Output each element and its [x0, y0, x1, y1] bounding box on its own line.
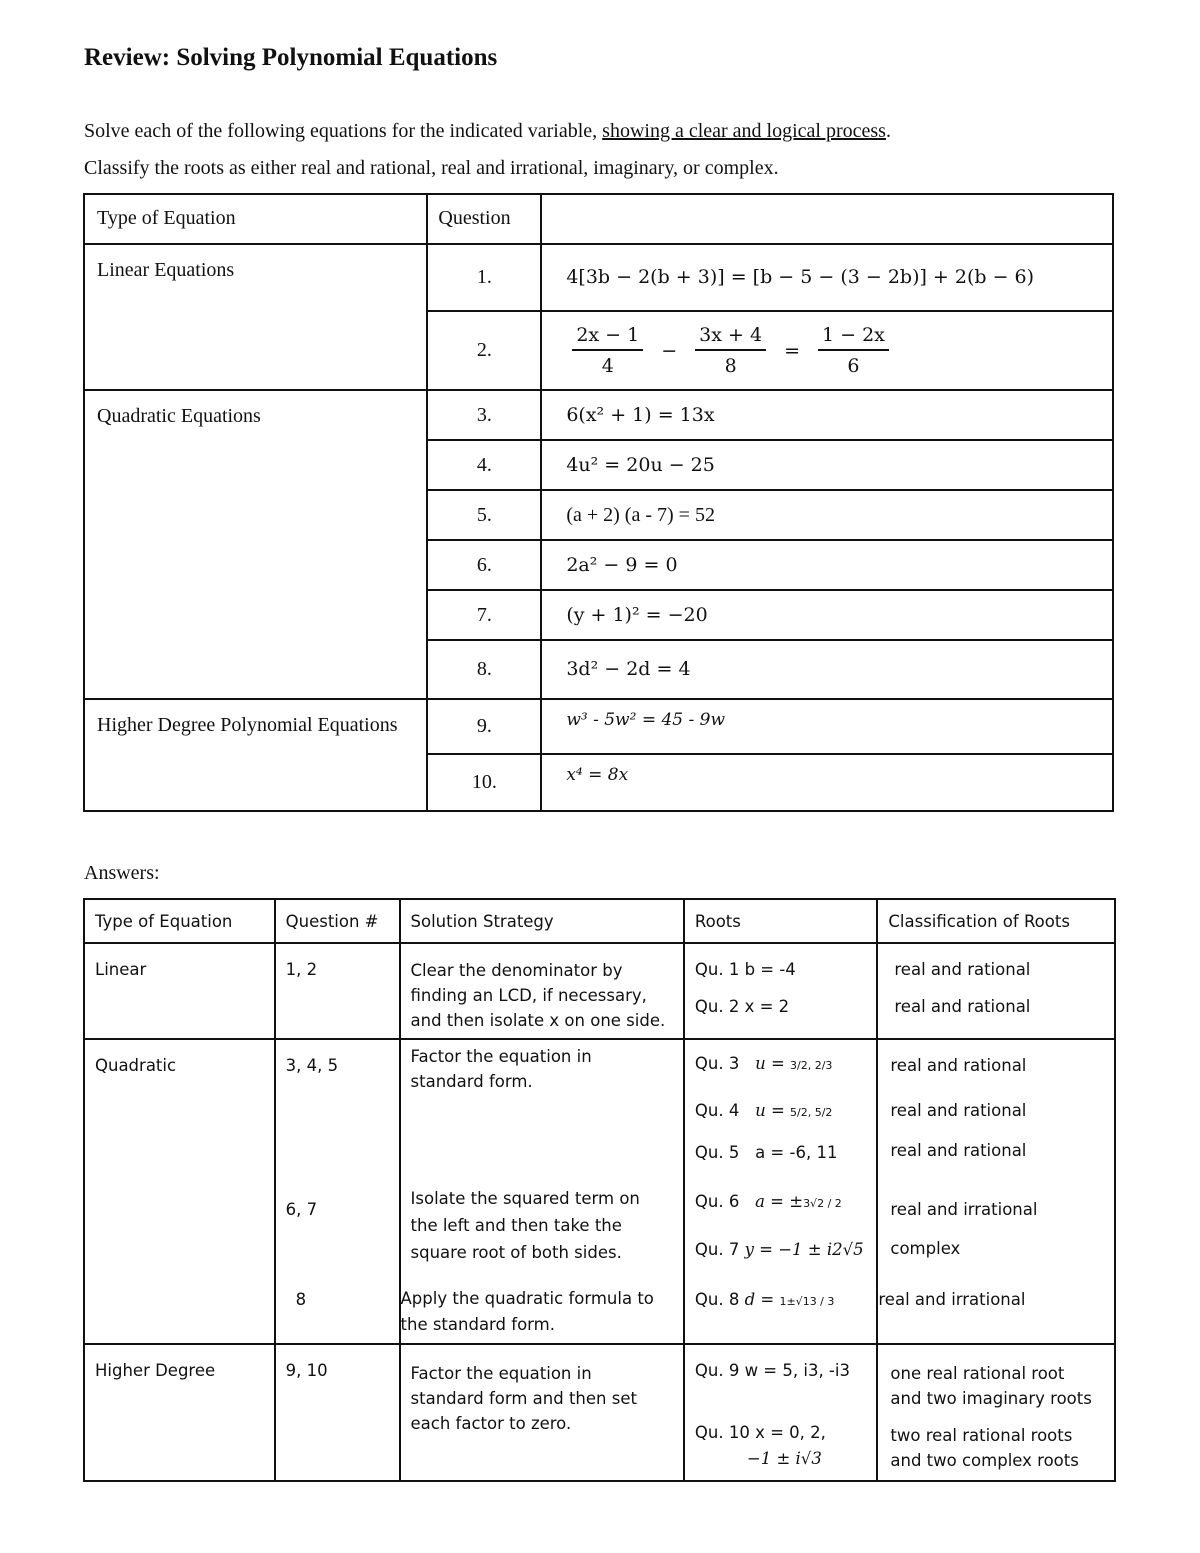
quadratic-classification: real and rational real and rational real and rational real and irrational complex real and irrational — [877, 1039, 1115, 1344]
equation: 3d² − 2d = 4 — [541, 640, 1113, 699]
header-classification: Classification of Roots — [877, 899, 1115, 943]
type-higher-degree: Higher Degree Polynomial Equations — [84, 699, 427, 811]
question-number: 6. — [427, 540, 541, 590]
linear-type: Linear — [84, 943, 275, 1039]
quadratic-strategy: Factor the equation in standard form. Isolate the squared term on the left and then take the square root of both sides. Apply the quadratic formula to the standard form. — [400, 1039, 684, 1344]
header-strategy: Solution Strategy — [400, 899, 684, 943]
question-number: 1. — [427, 244, 541, 311]
higher-type: Higher Degree — [84, 1344, 275, 1481]
higher-strategy: Factor the equation in standard form and then set each factor to zero. — [400, 1344, 684, 1481]
equation: 2a² − 9 = 0 — [541, 540, 1113, 590]
header-type: Type of Equation — [84, 899, 275, 943]
header-blank — [541, 194, 1113, 244]
header-question: Question — [427, 194, 541, 244]
linear-classification: real and rational real and rational — [877, 943, 1115, 1039]
header-roots: Roots — [684, 899, 878, 943]
answers-label: Answers: — [84, 862, 160, 884]
equation: 4u² = 20u − 25 — [541, 440, 1113, 490]
question-number: 5. — [427, 490, 541, 540]
equation-fractions: $\frac{2x - 1}{4}$ − $\frac{3x + 4}{8}$ = $\frac{1 - 2x}{6}$ — [541, 311, 1113, 390]
instruction-line-1: Solve each of the following equations for the indicated variable, showing a clear and logical process. — [84, 120, 891, 142]
question-number: 4. — [427, 440, 541, 490]
header-question-number: Question # — [275, 899, 400, 943]
page-title: Review: Solving Polynomial Equations — [84, 44, 498, 71]
equation: 4[3b − 2(b + 3)] = [b − 5 − (3 − 2b)] + 2(b − 6) — [541, 244, 1113, 311]
header-type: Type of Equation — [84, 194, 427, 244]
question-number: 3. — [427, 390, 541, 440]
linear-strategy: Clear the denominator by finding an LCD, if necessary, and then isolate x on one side. — [400, 943, 684, 1039]
instruction-line-2: Classify the roots as either real and rational, real and irrational, imaginary, or complex. — [84, 157, 779, 179]
equation: (y + 1)² = −20 — [541, 590, 1113, 640]
quadratic-roots: Qu. 3 u = 3/2, 2/3 Qu. 4 u = 5/2, 5/2 Qu. 5 a = -6, 11 Qu. 6 a = ±3√2 / 2 Qu. 7 y = −1 ± i2√5 Qu. 8 d = 1±√13 / 3 — [684, 1039, 878, 1344]
question-number: 10. — [427, 754, 541, 811]
question-number: 2. — [427, 311, 541, 390]
question-number: 8. — [427, 640, 541, 699]
answers-table — [83, 898, 1116, 1482]
linear-roots: Qu. 1 b = -4 Qu. 2 x = 2 — [684, 943, 878, 1039]
higher-roots: Qu. 9 w = 5, i3, -i3 Qu. 10 x = 0, 2, −1 ± i√3 — [684, 1344, 878, 1481]
quadratic-questions: 3, 4, 5 6, 7 8 — [275, 1039, 400, 1344]
equation: x⁴ = 8x — [541, 754, 1113, 811]
question-number: 7. — [427, 590, 541, 640]
type-linear: Linear Equations — [84, 244, 427, 390]
higher-classification: one real rational root and two imaginary roots two real rational roots and two complex roots — [877, 1344, 1115, 1481]
equation: 6(x² + 1) = 13x — [541, 390, 1113, 440]
question-number: 9. — [427, 699, 541, 754]
linear-questions: 1, 2 — [275, 943, 400, 1039]
questions-table — [83, 193, 1114, 812]
equation: (a + 2) (a - 7) = 52 — [541, 490, 1113, 540]
quadratic-type: Quadratic — [84, 1039, 275, 1344]
equation: w³ - 5w² = 45 - 9w — [541, 699, 1113, 754]
type-quadratic: Quadratic Equations — [84, 390, 427, 699]
higher-questions: 9, 10 — [275, 1344, 400, 1481]
